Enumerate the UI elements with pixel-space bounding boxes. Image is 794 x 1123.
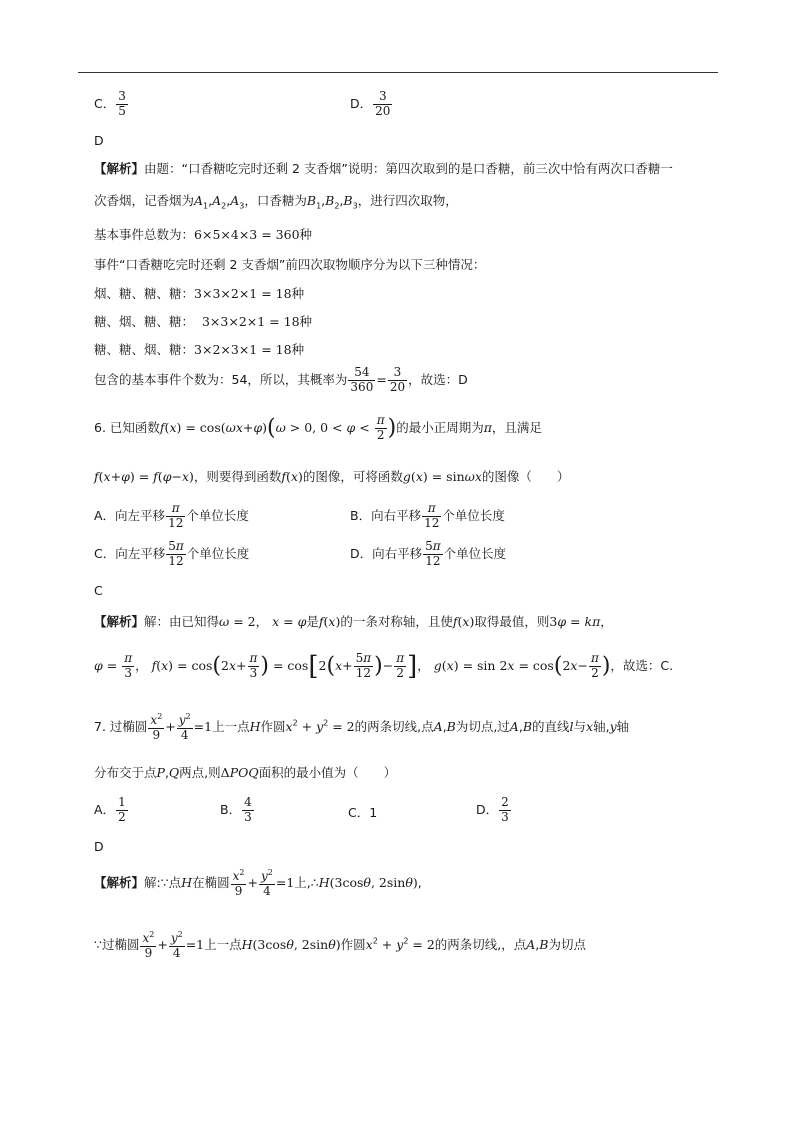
q6-option-d: D．向右平移 $\frac{5\pi}{12}$ 个单位长度 — [350, 539, 507, 568]
q6-option-c: C．向左平移 $\frac{5\pi}{12}$ 个单位长度 — [94, 539, 250, 568]
header-rule — [78, 72, 718, 73]
q5-case-3: 糖、糖、烟、糖：3×2×3×1 = 18种 — [94, 342, 305, 357]
q5-total-events: 基本事件总数为：6×5×4×3 = 360种 — [94, 227, 313, 242]
q5-analysis-line1: 【解析】由题：“口香糖吃完时还剩 2 支香烟”说明：第四次取到的是口香糖，前三次中恰有两次口香糖一 — [94, 161, 673, 176]
q5-case-2: 糖、烟、糖、糖： 3×3×2×1 = 18种 — [94, 314, 313, 329]
q6-analysis-line1: 【解析】解：由已知得ω = 2， x = φ是f(x)的一条对称轴，且使f(x)取得最值，则3φ = kπ， — [94, 614, 613, 629]
q5-case-1: 烟、糖、糖、糖：3×3×2×1 = 18种 — [94, 286, 305, 301]
q6-answer: C — [94, 583, 103, 598]
q5-answer: D — [94, 133, 104, 148]
q5-cases-intro: 事件“口香糖吃完时还剩 2 支香烟”前四次取物顺序分为以下三种情况： — [94, 257, 486, 272]
q5-analysis-line2: 次香烟，记香烟为$A_1,A_2,A_3$，口香糖为$B_1,B_2,B_3$，进行四次取物， — [94, 193, 458, 211]
q7-analysis-line2: ∵过椭圆 $\frac{x^2}{9}$ + $\frac{y^2}{4}$ =1上一点H(3cosθ, 2sinθ)作圆$x^2 + y^2 = 2$的两条切线,，点A,B为切点 — [94, 930, 586, 960]
q7-option-b: B． $\frac{4}{3}$ — [220, 795, 252, 824]
q5-option-d: D． $\frac{3}{20}$ — [350, 89, 391, 118]
q6-stem-line2: f(x+φ) = f(φ−x)，则要得到函数f(x)的图像，可将函数g(x) = sinωx的图像（ ） — [94, 469, 570, 484]
q7-option-c: C．1 — [348, 805, 378, 820]
q7-option-a: A． $\frac{1}{2}$ — [94, 795, 126, 824]
q6-stem-line1: 6. 已知函数f(x) = cos(ωx+φ)(ω > 0, 0 < φ < $\frac{\pi}{2}$ )的最小正周期为π，且满足 — [94, 413, 542, 442]
q5-probability: 包含的基本事件个数为：54，所以，其概率为 $\frac{54}{360}$ = $\frac{3}{20}$ ，故选：D — [94, 365, 468, 394]
q7-stem-line1: 7. 过椭圆 $\frac{x^2}{9}$ + $\frac{y^2}{4}$ =1上一点H作圆$x^2 + y^2 = 2$的两条切线,点A,B为切点,过A,B的直线l与x轴,y轴 — [94, 712, 630, 742]
q7-stem-line2: 分布交于点P,Q两点,则ΔPOQ面积的最小值为（ ） — [94, 765, 397, 780]
q6-option-b: B．向右平移 $\frac{\pi}{12}$ 个单位长度 — [350, 501, 505, 530]
q7-answer: D — [94, 839, 104, 854]
q7-option-d: D． $\frac{2}{3}$ — [476, 795, 509, 824]
q6-analysis-line2: φ = $\frac{\pi}{3}$ ， f(x) = cos(2x+ $\frac{\pi}{3}$ ) = cos[2(x+ $\frac{5\pi}{12}$ )− $\frac{\pi}{2}$ ]， g(x) = sin 2x = cos(2x− $\frac{\pi}{2}$ )，故选：C. — [94, 651, 674, 682]
q6-option-a: A．向左平移 $\frac{\pi}{12}$ 个单位长度 — [94, 501, 249, 530]
q5-option-c: C． $\frac{3}{5}$ — [94, 89, 126, 118]
q7-analysis-line1: 【解析】解:∵点H在椭圆 $\frac{x^2}{9}$ + $\frac{y^2}{4}$ =1上,∴H(3cosθ, 2sinθ), — [94, 868, 422, 898]
